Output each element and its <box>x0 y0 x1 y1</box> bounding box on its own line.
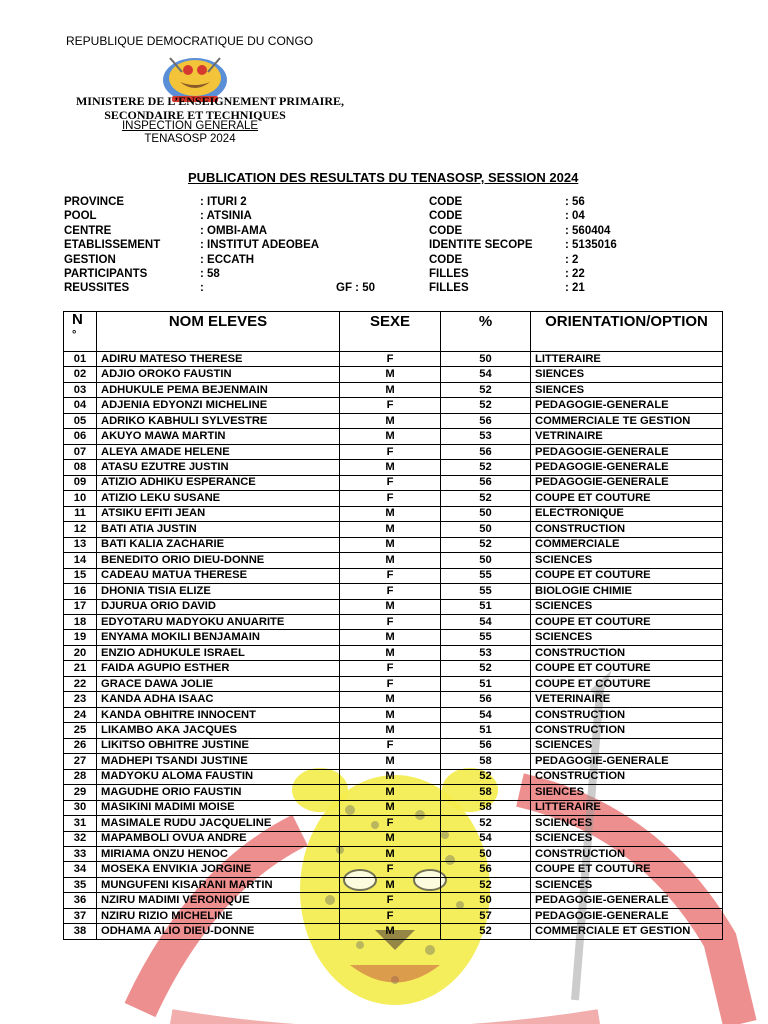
info-label: CENTRE <box>64 224 112 237</box>
info-code-value: : 560404 <box>565 224 611 237</box>
ministry-name <box>60 94 360 122</box>
cell-name: MASIKINI MADIMI MOISE <box>97 800 340 815</box>
cell-sex: M <box>340 847 441 862</box>
cell-orientation: COMMERCIALE TE GESTION <box>531 413 723 428</box>
cell-orientation: SIENCES <box>531 367 723 382</box>
cell-number: 02 <box>64 367 97 382</box>
info-code-value: : 5135016 <box>565 239 617 252</box>
table-header-row <box>64 312 723 352</box>
cell-sex: M <box>340 692 441 707</box>
cell-percent: 53 <box>441 645 531 660</box>
cell-orientation: COMMERCIALE ET GESTION <box>531 924 723 939</box>
cell-sex: F <box>340 398 441 413</box>
info-code-value: : 21 <box>565 282 585 295</box>
cell-orientation: VETRINAIRE <box>531 429 723 444</box>
cell-number: 38 <box>64 924 97 939</box>
exam-name: TENASOSP 2024 <box>144 133 236 145</box>
info-value: : ATSINIA <box>200 210 252 223</box>
cell-orientation: SCIENCES <box>531 816 723 831</box>
cell-percent: 55 <box>441 584 531 599</box>
info-value: : 58 <box>200 267 220 280</box>
cell-orientation: SIENCES <box>531 785 723 800</box>
cell-percent: 50 <box>441 893 531 908</box>
cell-name: MUNGUFENI KISARANI MARTIN <box>97 877 340 892</box>
cell-name: BATI ATIA JUSTIN <box>97 522 340 537</box>
cell-sex: F <box>340 352 441 367</box>
info-value: : ITURI 2 <box>200 196 247 208</box>
cell-percent: 50 <box>441 506 531 521</box>
cell-percent: 56 <box>441 475 531 490</box>
info-value: : <box>200 282 204 295</box>
cell-percent: 56 <box>441 692 531 707</box>
cell-number: 20 <box>64 645 97 660</box>
cell-orientation: SCIENCES <box>531 877 723 892</box>
cell-percent: 52 <box>441 398 531 413</box>
cell-percent: 56 <box>441 413 531 428</box>
table-row <box>64 893 723 908</box>
cell-orientation: CONSTRUCTION <box>531 522 723 537</box>
info-code-value: : 04 <box>565 210 585 223</box>
cell-name: MOSEKA ENVIKIA JORGINE <box>97 862 340 877</box>
cell-number: 10 <box>64 491 97 506</box>
inspection-name: INSPECTION GENERALE <box>121 120 259 132</box>
table-row <box>64 847 723 862</box>
cell-name: ADJENIA EDYONZI MICHELINE <box>97 398 340 413</box>
cell-orientation: COUPE ET COUTURE <box>531 862 723 877</box>
cell-sex: F <box>340 738 441 753</box>
table-row <box>64 367 723 382</box>
cell-percent: 52 <box>441 382 531 397</box>
table-row <box>64 924 723 939</box>
info-value: : OMBI-AMA <box>200 224 268 237</box>
cell-orientation: CONSTRUCTION <box>531 769 723 784</box>
header-orientation: ORIENTATION/OPTION <box>531 312 723 352</box>
cell-percent: 53 <box>441 429 531 444</box>
cell-name: BATI KALIA ZACHARIE <box>97 537 340 552</box>
cell-orientation: CONSTRUCTION <box>531 707 723 722</box>
cell-orientation: CONSTRUCTION <box>531 847 723 862</box>
cell-number: 14 <box>64 553 97 568</box>
cell-sex: M <box>340 429 441 444</box>
cell-percent: 54 <box>441 831 531 846</box>
cell-name: MAGUDHE ORIO FAUSTIN <box>97 785 340 800</box>
info-code-label: IDENTITE SECOPE <box>429 239 533 252</box>
cell-number: 15 <box>64 568 97 583</box>
info-value: : INSTITUT ADEOBEA <box>200 239 320 252</box>
cell-sex: F <box>340 908 441 923</box>
cell-sex: M <box>340 707 441 722</box>
cell-number: 21 <box>64 661 97 676</box>
table-row <box>64 754 723 769</box>
country-name: REPUBLIQUE DEMOCRATIQUE DU CONGO <box>66 34 314 48</box>
table-row <box>64 707 723 722</box>
cell-name: CADEAU MATUA THERESE <box>97 568 340 583</box>
cell-name: DHONIA TISIA ELIZE <box>97 584 340 599</box>
cell-name: NZIRU RIZIO MICHELINE <box>97 908 340 923</box>
cell-name: FAIDA AGUPIO ESTHER <box>97 661 340 676</box>
cell-number: 19 <box>64 630 97 645</box>
header-number: N ° <box>64 312 97 352</box>
cell-name: NZIRU MADIMI VERONIQUE <box>97 893 340 908</box>
cell-percent: 51 <box>441 723 531 738</box>
table-row <box>64 831 723 846</box>
cell-percent: 58 <box>441 785 531 800</box>
cell-sex: M <box>340 785 441 800</box>
info-label: PROVINCE <box>64 196 125 208</box>
cell-sex: M <box>340 460 441 475</box>
info-label: ETABLISSEMENT <box>64 239 161 252</box>
cell-number: 04 <box>64 398 97 413</box>
cell-number: 03 <box>64 382 97 397</box>
info-label: PARTICIPANTS <box>64 267 148 280</box>
results-table <box>63 311 723 940</box>
cell-percent: 58 <box>441 754 531 769</box>
cell-orientation: PEDAGOGIE-GENERALE <box>531 460 723 475</box>
cell-name: MIRIAMA ONZU HENOC <box>97 847 340 862</box>
header-sex: SEXE <box>340 312 441 352</box>
cell-sex: F <box>340 475 441 490</box>
cell-orientation: PEDAGOGIE-GENERALE <box>531 908 723 923</box>
cell-name: MAPAMBOLI OVUA ANDRE <box>97 831 340 846</box>
cell-sex: M <box>340 367 441 382</box>
cell-number: 11 <box>64 506 97 521</box>
cell-orientation: SCIENCES <box>531 738 723 753</box>
table-row <box>64 475 723 490</box>
cell-percent: 50 <box>441 352 531 367</box>
table-row <box>64 522 723 537</box>
cell-number: 33 <box>64 847 97 862</box>
table-row <box>64 382 723 397</box>
cell-number: 17 <box>64 599 97 614</box>
info-code-label: CODE <box>429 253 463 266</box>
cell-orientation: COUPE ET COUTURE <box>531 491 723 506</box>
info-code-value: : 22 <box>565 267 585 280</box>
cell-percent: 52 <box>441 816 531 831</box>
table-row <box>64 816 723 831</box>
cell-sex: M <box>340 723 441 738</box>
cell-number: 09 <box>64 475 97 490</box>
cell-number: 06 <box>64 429 97 444</box>
cell-sex: M <box>340 754 441 769</box>
cell-percent: 52 <box>441 769 531 784</box>
table-row <box>64 862 723 877</box>
cell-name: ATASU EZUTRE JUSTIN <box>97 460 340 475</box>
cell-sex: M <box>340 831 441 846</box>
cell-percent: 52 <box>441 877 531 892</box>
table-row <box>64 723 723 738</box>
cell-sex: M <box>340 645 441 660</box>
table-row <box>64 553 723 568</box>
cell-sex: M <box>340 769 441 784</box>
table-row <box>64 460 723 475</box>
table-row <box>64 738 723 753</box>
header-percent: % <box>441 312 531 352</box>
cell-sex: F <box>340 614 441 629</box>
cell-orientation: PEDAGOGIE-GENERALE <box>531 893 723 908</box>
cell-name: AKUYO MAWA MARTIN <box>97 429 340 444</box>
cell-percent: 50 <box>441 553 531 568</box>
cell-number: 18 <box>64 614 97 629</box>
cell-number: 01 <box>64 352 97 367</box>
cell-orientation: SIENCES <box>531 382 723 397</box>
cell-sex: F <box>340 862 441 877</box>
cell-sex: F <box>340 491 441 506</box>
cell-number: 12 <box>64 522 97 537</box>
table-row <box>64 614 723 629</box>
cell-percent: 51 <box>441 599 531 614</box>
cell-sex: M <box>340 877 441 892</box>
cell-orientation: PEDAGOGIE-GENERALE <box>531 398 723 413</box>
cell-name: ATIZIO LEKU SUSANE <box>97 491 340 506</box>
cell-orientation: SCIENCES <box>531 599 723 614</box>
info-value: : ECCATH <box>200 253 255 266</box>
cell-number: 27 <box>64 754 97 769</box>
cell-percent: 55 <box>441 630 531 645</box>
info-code-label: FILLES <box>429 267 469 280</box>
table-row <box>64 661 723 676</box>
cell-sex: M <box>340 413 441 428</box>
cell-orientation: CONSTRUCTION <box>531 723 723 738</box>
cell-name: ATIZIO ADHIKU ESPERANCE <box>97 475 340 490</box>
cell-name: DJURUA ORIO DAVID <box>97 599 340 614</box>
cell-sex: M <box>340 537 441 552</box>
cell-name: ENZIO ADHUKULE ISRAEL <box>97 645 340 660</box>
cell-sex: M <box>340 506 441 521</box>
info-code-label: CODE <box>429 196 463 208</box>
cell-name: KANDA OBHITRE INNOCENT <box>97 707 340 722</box>
cell-number: 08 <box>64 460 97 475</box>
cell-number: 25 <box>64 723 97 738</box>
table-row <box>64 800 723 815</box>
cell-orientation: BIOLOGIE CHIMIE <box>531 584 723 599</box>
cell-percent: 54 <box>441 614 531 629</box>
cell-orientation: COUPE ET COUTURE <box>531 661 723 676</box>
cell-percent: 51 <box>441 676 531 691</box>
cell-number: 23 <box>64 692 97 707</box>
cell-number: 29 <box>64 785 97 800</box>
cell-orientation: COUPE ET COUTURE <box>531 568 723 583</box>
table-row <box>64 676 723 691</box>
cell-number: 24 <box>64 707 97 722</box>
cell-sex: F <box>340 676 441 691</box>
cell-sex: F <box>340 816 441 831</box>
cell-sex: F <box>340 444 441 459</box>
cell-number: 05 <box>64 413 97 428</box>
table-row <box>64 908 723 923</box>
cell-percent: 52 <box>441 661 531 676</box>
cell-percent: 55 <box>441 568 531 583</box>
cell-number: 34 <box>64 862 97 877</box>
cell-name: ADRIKO KABHULI SYLVESTRE <box>97 413 340 428</box>
cell-orientation: PEDAGOGIE-GENERALE <box>531 754 723 769</box>
table-row <box>64 537 723 552</box>
cell-orientation: COUPE ET COUTURE <box>531 676 723 691</box>
info-code-value: : 56 <box>565 196 585 208</box>
cell-orientation: CONSTRUCTION <box>531 645 723 660</box>
info-code-label: CODE <box>429 224 463 237</box>
cell-percent: 52 <box>441 537 531 552</box>
cell-name: LIKITSO OBHITRE JUSTINE <box>97 738 340 753</box>
cell-percent: 58 <box>441 800 531 815</box>
cell-percent: 50 <box>441 522 531 537</box>
ministry-line-2: SECONDAIRE ET TECHNIQUES <box>104 108 286 122</box>
cell-sex: M <box>340 800 441 815</box>
cell-number: 32 <box>64 831 97 846</box>
cell-name: ADIRU MATESO THERESE <box>97 352 340 367</box>
info-label: GESTION <box>64 253 116 266</box>
cell-sex: F <box>340 584 441 599</box>
cell-name: GRACE DAWA JOLIE <box>97 676 340 691</box>
table-row <box>64 877 723 892</box>
cell-percent: 56 <box>441 444 531 459</box>
table-row <box>64 413 723 428</box>
document-title: PUBLICATION DES RESULTATS DU TENASOSP, SESSION 2024 <box>188 170 579 185</box>
cell-percent: 52 <box>441 924 531 939</box>
cell-number: 13 <box>64 537 97 552</box>
cell-number: 28 <box>64 769 97 784</box>
cell-name: ADHUKULE PEMA BEJENMAIN <box>97 382 340 397</box>
info-label: POOL <box>64 210 97 223</box>
cell-sex: M <box>340 630 441 645</box>
info-code-value: : 2 <box>565 253 579 266</box>
cell-orientation: VETERINAIRE <box>531 692 723 707</box>
table-row <box>64 785 723 800</box>
table-row <box>64 645 723 660</box>
table-row <box>64 429 723 444</box>
cell-orientation: SCIENCES <box>531 553 723 568</box>
cell-orientation: SCIENCES <box>531 831 723 846</box>
info-extra: GF : 50 <box>336 282 375 295</box>
cell-percent: 50 <box>441 847 531 862</box>
cell-sex: F <box>340 893 441 908</box>
table-row <box>64 491 723 506</box>
info-code-label: CODE <box>429 210 463 223</box>
table-row <box>64 630 723 645</box>
cell-sex: F <box>340 568 441 583</box>
cell-sex: M <box>340 522 441 537</box>
cell-name: ADJIO OROKO FAUSTIN <box>97 367 340 382</box>
table-row <box>64 506 723 521</box>
ministry-line-1: MINISTERE DE L’ENSEIGNEMENT PRIMAIRE, <box>75 94 345 108</box>
cell-name: LIKAMBO AKA JACQUES <box>97 723 340 738</box>
cell-number: 07 <box>64 444 97 459</box>
cell-percent: 57 <box>441 908 531 923</box>
cell-name: ODHAMA ALIO DIEU-DONNE <box>97 924 340 939</box>
cell-orientation: SCIENCES <box>531 630 723 645</box>
cell-orientation: PEDAGOGIE-GENERALE <box>531 475 723 490</box>
cell-percent: 52 <box>441 491 531 506</box>
table-row <box>64 398 723 413</box>
cell-orientation: ELECTRONIQUE <box>531 506 723 521</box>
cell-number: 26 <box>64 738 97 753</box>
cell-number: 30 <box>64 800 97 815</box>
cell-number: 31 <box>64 816 97 831</box>
cell-orientation: COUPE ET COUTURE <box>531 614 723 629</box>
cell-number: 16 <box>64 584 97 599</box>
cell-sex: F <box>340 661 441 676</box>
info-code-label: FILLES <box>429 282 469 295</box>
cell-number: 36 <box>64 893 97 908</box>
cell-number: 37 <box>64 908 97 923</box>
cell-name: ENYAMA MOKILI BENJAMAIN <box>97 630 340 645</box>
cell-name: MADYOKU ALOMA FAUSTIN <box>97 769 340 784</box>
cell-number: 35 <box>64 877 97 892</box>
table-row <box>64 568 723 583</box>
cell-name: KANDA ADHA ISAAC <box>97 692 340 707</box>
cell-orientation: LITTERAIRE <box>531 352 723 367</box>
header-name: NOM ELEVES <box>97 312 340 352</box>
inspection-block <box>60 120 320 146</box>
cell-name: ATSIKU EFITI JEAN <box>97 506 340 521</box>
table-row <box>64 444 723 459</box>
cell-sex: M <box>340 553 441 568</box>
table-row <box>64 692 723 707</box>
cell-percent: 56 <box>441 738 531 753</box>
cell-percent: 52 <box>441 460 531 475</box>
cell-sex: M <box>340 924 441 939</box>
cell-percent: 54 <box>441 367 531 382</box>
table-row <box>64 352 723 367</box>
cell-orientation: PEDAGOGIE-GENERALE <box>531 444 723 459</box>
cell-name: BENEDITO ORIO DIEU-DONNE <box>97 553 340 568</box>
cell-percent: 54 <box>441 707 531 722</box>
cell-percent: 56 <box>441 862 531 877</box>
cell-orientation: LITTERAIRE <box>531 800 723 815</box>
table-row <box>64 769 723 784</box>
cell-sex: M <box>340 382 441 397</box>
cell-sex: M <box>340 599 441 614</box>
table-row <box>64 599 723 614</box>
cell-name: EDYOTARU MADYOKU ANUARITE <box>97 614 340 629</box>
cell-name: ALEYA AMADE HELENE <box>97 444 340 459</box>
cell-orientation: COMMERCIALE <box>531 537 723 552</box>
cell-name: MASIMALE RUDU JACQUELINE <box>97 816 340 831</box>
table-row <box>64 584 723 599</box>
cell-number: 22 <box>64 676 97 691</box>
info-label: REUSSITES <box>64 282 130 295</box>
cell-name: MADHEPI TSANDI JUSTINE <box>97 754 340 769</box>
